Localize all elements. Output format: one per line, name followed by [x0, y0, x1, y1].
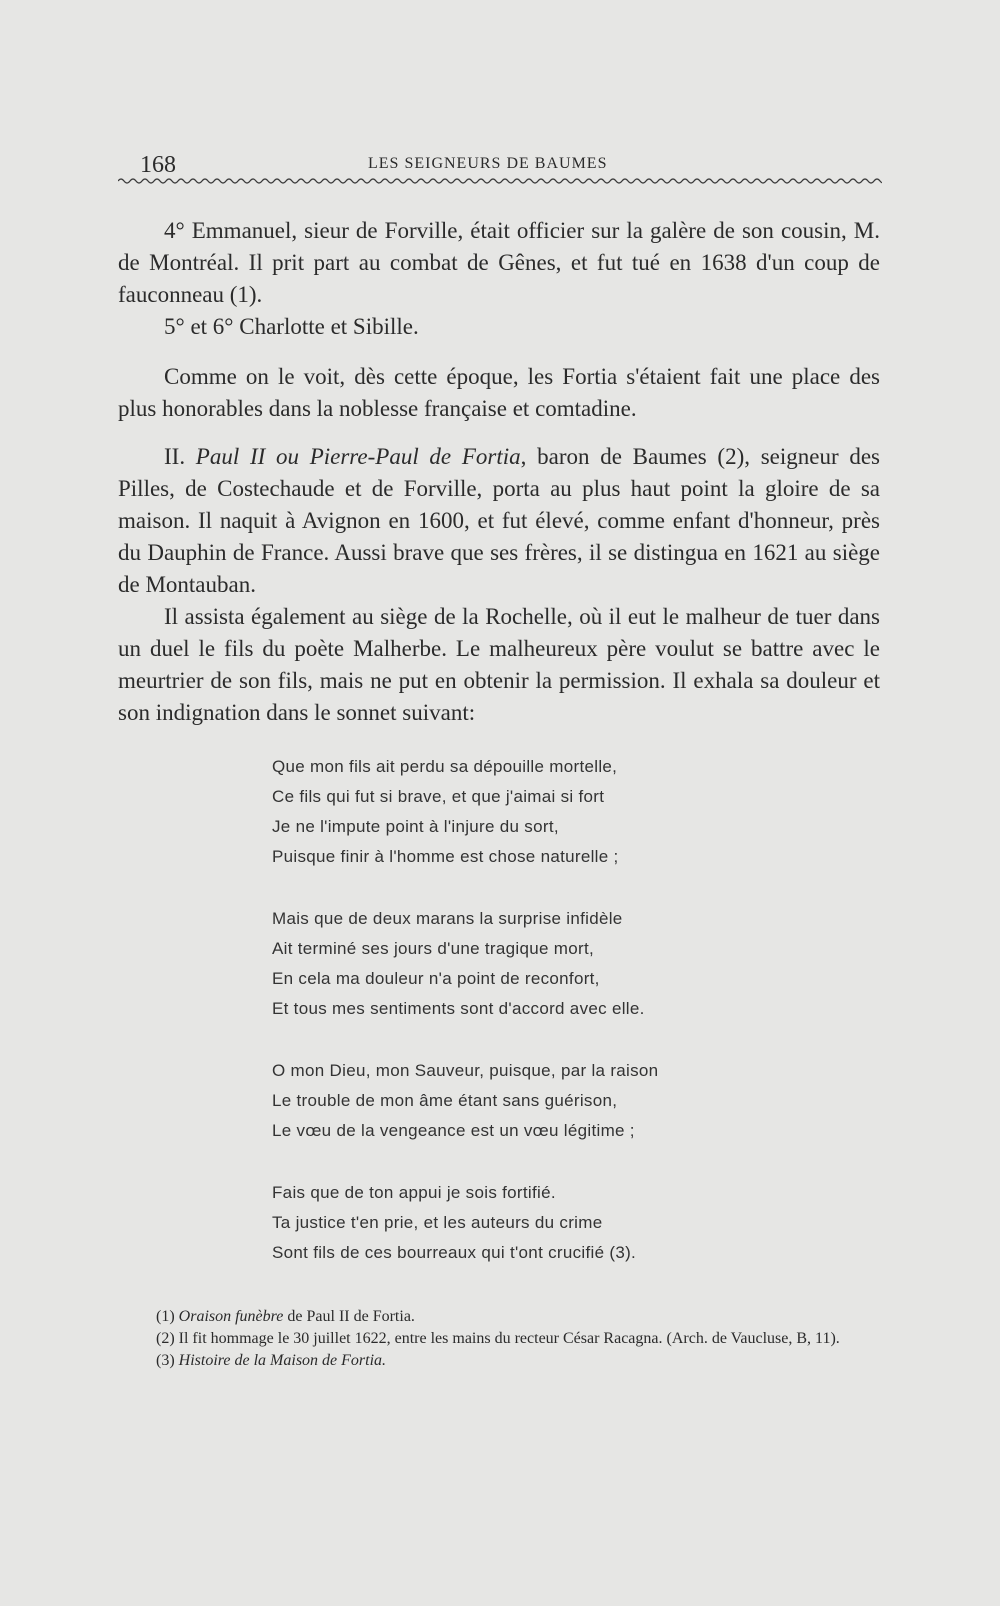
verse-line: Fais que de ton appui je sois fortifié. — [272, 1183, 556, 1202]
footnote-title-italic: Histoire de la Maison de Fortia. — [178, 1352, 387, 1369]
verse-line: Le trouble de mon âme étant sans guérison, — [272, 1091, 618, 1110]
stanza-3 — [272, 1056, 752, 1146]
page-number: 168 — [140, 152, 176, 178]
running-title: LES SEIGNEURS DE BAUMES — [368, 155, 608, 172]
paragraph-paul-ii — [118, 441, 880, 601]
footnote-1 — [124, 1306, 888, 1328]
footnote-text: de Paul II de Fortia. — [283, 1308, 415, 1325]
verse-line: Puisque finir à l'homme est chose naturelle ; — [272, 847, 619, 866]
section-numeral: II. — [164, 444, 186, 469]
footnote-2: (2) Il fit hommage le 30 juillet 1622, entre les mains du recteur César Racagna. (Arch. de Vaucluse, B, 11). — [156, 1330, 840, 1347]
stanza-1 — [272, 752, 752, 872]
verse-line: Sont fils de ces bourreaux qui t'ont crucifié (3). — [272, 1243, 637, 1262]
sonnet — [272, 752, 752, 1300]
paragraph-paul-ii-text: , baron de Baumes (2), seigneur des Pilles, de Costechaude et de Forville, porta au plus haut point la gloire de sa maison. Il naquit à Avignon en 1600, et fut élevé, comme enfant d'honneur, près du Dauphin de France. Aussi brave que ses frères, il se distingua en 1621 au siège de Montauban. — [118, 444, 881, 597]
verse-line: Ce fils qui fut si brave, et que j'aimai si fort — [272, 787, 605, 806]
stanza-2 — [272, 904, 752, 1024]
footnotes — [124, 1306, 888, 1372]
footnote-number: (3) — [156, 1352, 175, 1369]
verse-line: En cela ma douleur n'a point de reconfort, — [272, 969, 600, 988]
verse-line: Le vœu de la vengeance est un vœu légitime ; — [272, 1121, 635, 1140]
footnote-3 — [124, 1350, 888, 1372]
paragraph-charlotte-sibille: 5° et 6° Charlotte et Sibille. — [164, 314, 419, 339]
body-text — [118, 215, 880, 729]
paragraph-emmanuel: 4° Emmanuel, sieur de Forville, était officier sur la galère de son cousin, M. de Montréal. Il prit part au combat de Gênes, et fut tué en 1638 d'un coup de fauconneau (1). — [118, 218, 880, 307]
decorative-wavy-rule — [118, 176, 882, 186]
stanza-4 — [272, 1178, 752, 1268]
paragraph-rochelle: Il assista également au siège de la Rochelle, où il eut le malheur de tuer dans un duel le fils du poète Malherbe. Le malheureux père voulut se battre avec le meurtrier de son fils, mais ne put en obtenir la permission. Il exhala sa douleur et son indignation dans le sonnet suivant: — [118, 604, 880, 725]
person-name-italic: Paul II ou Pierre-Paul de Fortia — [195, 444, 521, 469]
verse-line: Je ne l'impute point à l'injure du sort, — [272, 817, 559, 836]
verse-line: O mon Dieu, mon Sauveur, puisque, par la raison — [272, 1061, 659, 1080]
verse-line: Et tous mes sentiments sont d'accord avec elle. — [272, 999, 645, 1018]
footnote-title-italic: Oraison funèbre — [178, 1308, 284, 1325]
verse-line: Ait terminé ses jours d'une tragique mort, — [272, 939, 594, 958]
paragraph-fortia-noblesse: Comme on le voit, dès cette époque, les Fortia s'étaient fait une place des plus honorables dans la noblesse française et comtadine. — [118, 364, 880, 421]
verse-line: Ta justice t'en prie, et les auteurs du crime — [272, 1213, 603, 1232]
footnote-number: (1) — [156, 1308, 175, 1325]
verse-line: Mais que de deux marans la surprise infidèle — [272, 909, 623, 928]
verse-line: Que mon fils ait perdu sa dépouille mortelle, — [272, 757, 618, 776]
